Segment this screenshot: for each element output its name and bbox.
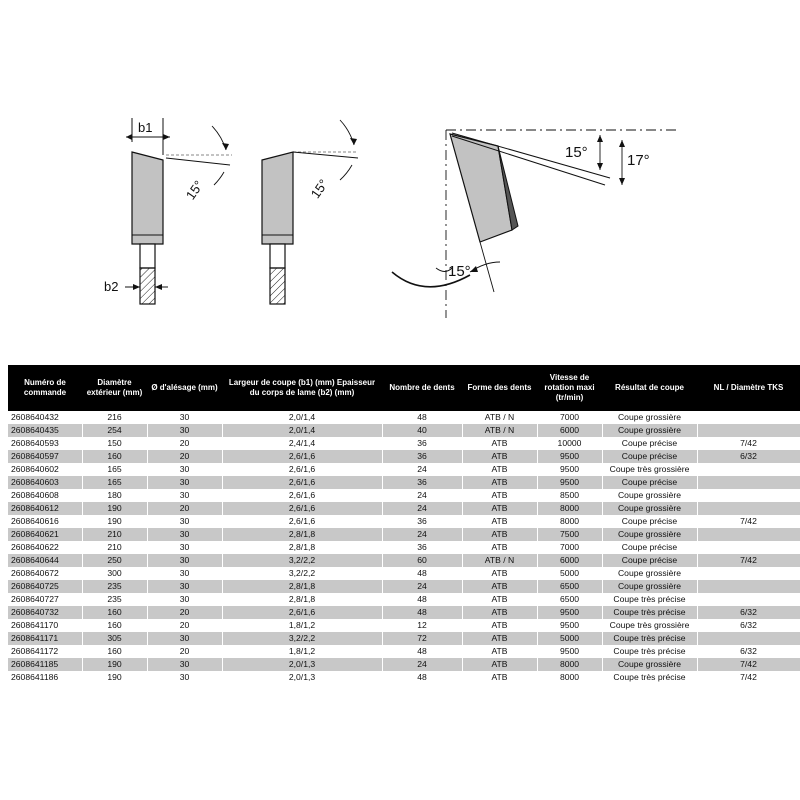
cell-tooth-shape: ATB — [462, 619, 537, 632]
cell-teeth-count: 48 — [382, 593, 462, 606]
cell-teeth-count: 24 — [382, 580, 462, 593]
cell-cut-result: Coupe très grossière — [602, 619, 697, 632]
cell-bore-diameter: 20 — [147, 450, 222, 463]
cell-tooth-shape: ATB — [462, 593, 537, 606]
cell-bore-diameter: 30 — [147, 580, 222, 593]
header-nl-diameter: NL / Diamètre TKS — [697, 365, 800, 411]
cell-outer-diameter: 160 — [82, 645, 147, 658]
cell-teeth-count: 72 — [382, 632, 462, 645]
cell-tooth-shape: ATB — [462, 437, 537, 450]
header-teeth-count: Nombre de dents — [382, 365, 462, 411]
cell-nl-diameter: 6/32 — [697, 606, 800, 619]
cell-max-speed: 9500 — [537, 450, 602, 463]
cell-order-number: 2608640612 — [8, 502, 82, 515]
cell-order-number: 2608641172 — [8, 645, 82, 658]
cell-cut-result: Coupe très grossière — [602, 463, 697, 476]
cell-tooth-shape: ATB — [462, 658, 537, 671]
table-row — [8, 528, 800, 541]
cell-outer-diameter: 210 — [82, 541, 147, 554]
cell-teeth-count: 24 — [382, 528, 462, 541]
cell-bore-diameter: 30 — [147, 567, 222, 580]
cell-outer-diameter: 300 — [82, 567, 147, 580]
cell-nl-diameter: 7/42 — [697, 658, 800, 671]
table-row — [8, 580, 800, 593]
table-header-row — [8, 365, 800, 411]
cell-outer-diameter: 165 — [82, 463, 147, 476]
header-bore-diameter: Ø d'alésage (mm) — [147, 365, 222, 411]
cell-cut-width: 2,6/1,6 — [222, 502, 382, 515]
cell-nl-diameter: 6/32 — [697, 450, 800, 463]
cell-cut-width: 2,8/1,8 — [222, 528, 382, 541]
table-row — [8, 645, 800, 658]
cell-outer-diameter: 180 — [82, 489, 147, 502]
cell-teeth-count: 24 — [382, 658, 462, 671]
cell-bore-diameter: 30 — [147, 632, 222, 645]
cell-nl-diameter — [697, 502, 800, 515]
cell-outer-diameter: 190 — [82, 515, 147, 528]
header-cut-width: Largeur de coupe (b1) (mm) Epaisseur du corps de lame (b2) (mm) — [222, 365, 382, 411]
cell-tooth-shape: ATB — [462, 489, 537, 502]
cell-cut-result: Coupe très précise — [602, 645, 697, 658]
cell-tooth-shape: ATB — [462, 580, 537, 593]
cell-cut-width: 2,6/1,6 — [222, 463, 382, 476]
cell-outer-diameter: 235 — [82, 580, 147, 593]
cell-tooth-shape: ATB — [462, 541, 537, 554]
cell-outer-diameter: 160 — [82, 619, 147, 632]
cell-bore-diameter: 30 — [147, 658, 222, 671]
cell-cut-result: Coupe très précise — [602, 606, 697, 619]
cell-outer-diameter: 250 — [82, 554, 147, 567]
cell-max-speed: 8000 — [537, 515, 602, 528]
angle-label-15-top: 15° — [565, 144, 588, 161]
cell-cut-width: 1,8/1,2 — [222, 619, 382, 632]
header-outer-diameter: Diamètre extérieur (mm) — [82, 365, 147, 411]
cell-cut-width: 2,8/1,8 — [222, 541, 382, 554]
cell-tooth-shape: ATB — [462, 645, 537, 658]
cell-cut-width: 2,6/1,6 — [222, 606, 382, 619]
cell-order-number: 2608640603 — [8, 476, 82, 489]
cell-outer-diameter: 160 — [82, 450, 147, 463]
tooth-side-view-right — [392, 130, 680, 318]
cell-tooth-shape: ATB — [462, 476, 537, 489]
cell-teeth-count: 48 — [382, 411, 462, 424]
label-b1: b1 — [138, 120, 153, 135]
cell-order-number: 2608640725 — [8, 580, 82, 593]
cell-teeth-count: 60 — [382, 554, 462, 567]
cell-cut-width: 2,0/1,3 — [222, 658, 382, 671]
cell-outer-diameter: 254 — [82, 424, 147, 437]
table-row — [8, 554, 800, 567]
cell-max-speed: 5000 — [537, 567, 602, 580]
cell-cut-width: 2,8/1,8 — [222, 593, 382, 606]
table-row — [8, 411, 800, 424]
angle-label-15-bottom: 15° — [448, 263, 471, 280]
cell-bore-diameter: 20 — [147, 645, 222, 658]
cell-teeth-count: 48 — [382, 671, 462, 684]
table-row — [8, 502, 800, 515]
cell-tooth-shape: ATB — [462, 502, 537, 515]
cell-max-speed: 9500 — [537, 619, 602, 632]
cell-cut-width: 2,6/1,6 — [222, 515, 382, 528]
cell-nl-diameter: 6/32 — [697, 645, 800, 658]
cell-bore-diameter: 30 — [147, 411, 222, 424]
cell-nl-diameter — [697, 489, 800, 502]
cell-max-speed: 6500 — [537, 580, 602, 593]
cell-cut-result: Coupe grossière — [602, 528, 697, 541]
cell-cut-width: 2,8/1,8 — [222, 580, 382, 593]
table-row — [8, 606, 800, 619]
cell-tooth-shape: ATB — [462, 606, 537, 619]
cell-order-number: 2608640622 — [8, 541, 82, 554]
table-row — [8, 424, 800, 437]
header-order-number: Numéro de commande — [8, 365, 82, 411]
cell-teeth-count: 36 — [382, 476, 462, 489]
cell-max-speed: 8000 — [537, 671, 602, 684]
cell-order-number: 2608640616 — [8, 515, 82, 528]
angle-label-middle: 15° — [307, 176, 332, 202]
tooth-front-view-middle — [262, 120, 358, 304]
cell-bore-diameter: 30 — [147, 593, 222, 606]
cell-nl-diameter — [697, 463, 800, 476]
saw-tooth-diagram — [0, 0, 800, 340]
cell-tooth-shape: ATB — [462, 463, 537, 476]
cell-max-speed: 9500 — [537, 476, 602, 489]
cell-nl-diameter: 7/42 — [697, 437, 800, 450]
table-row — [8, 450, 800, 463]
cell-max-speed: 9500 — [537, 463, 602, 476]
cell-cut-result: Coupe grossière — [602, 489, 697, 502]
cell-cut-width: 3,2/2,2 — [222, 554, 382, 567]
cell-order-number: 2608641171 — [8, 632, 82, 645]
cell-cut-result: Coupe précise — [602, 541, 697, 554]
cell-nl-diameter — [697, 424, 800, 437]
cell-cut-width: 2,6/1,6 — [222, 489, 382, 502]
cell-order-number: 2608640621 — [8, 528, 82, 541]
cell-bore-diameter: 20 — [147, 437, 222, 450]
cell-cut-result: Coupe précise — [602, 515, 697, 528]
cell-max-speed: 6000 — [537, 424, 602, 437]
cell-teeth-count: 48 — [382, 606, 462, 619]
cell-nl-diameter — [697, 580, 800, 593]
cell-nl-diameter: 7/42 — [697, 671, 800, 684]
cell-teeth-count: 24 — [382, 489, 462, 502]
table-row — [8, 541, 800, 554]
cell-bore-diameter: 30 — [147, 541, 222, 554]
cell-cut-result: Coupe grossière — [602, 502, 697, 515]
cell-outer-diameter: 160 — [82, 606, 147, 619]
cell-teeth-count: 48 — [382, 645, 462, 658]
cell-cut-result: Coupe très précise — [602, 671, 697, 684]
cell-bore-diameter: 30 — [147, 515, 222, 528]
table-body — [8, 411, 800, 684]
cell-order-number: 2608640432 — [8, 411, 82, 424]
cell-cut-width: 2,0/1,3 — [222, 671, 382, 684]
cell-outer-diameter: 210 — [82, 528, 147, 541]
table-row — [8, 476, 800, 489]
cell-bore-diameter: 30 — [147, 476, 222, 489]
cell-max-speed: 7000 — [537, 541, 602, 554]
cell-teeth-count: 36 — [382, 541, 462, 554]
cell-nl-diameter — [697, 567, 800, 580]
table-row — [8, 463, 800, 476]
header-tooth-shape: Forme des dents — [462, 365, 537, 411]
cell-cut-width: 2,4/1,4 — [222, 437, 382, 450]
cell-cut-result: Coupe grossière — [602, 580, 697, 593]
cell-max-speed: 7000 — [537, 411, 602, 424]
cell-teeth-count: 40 — [382, 424, 462, 437]
cell-cut-width: 2,6/1,6 — [222, 476, 382, 489]
cell-cut-width: 1,8/1,2 — [222, 645, 382, 658]
cell-cut-result: Coupe très précise — [602, 632, 697, 645]
cell-cut-width: 2,6/1,6 — [222, 450, 382, 463]
cell-bore-diameter: 30 — [147, 489, 222, 502]
table-row — [8, 437, 800, 450]
cell-bore-diameter: 20 — [147, 619, 222, 632]
label-b2: b2 — [104, 279, 119, 294]
cell-nl-diameter — [697, 541, 800, 554]
cell-cut-result: Coupe grossière — [602, 567, 697, 580]
cell-nl-diameter: 6/32 — [697, 619, 800, 632]
cell-cut-result: Coupe précise — [602, 437, 697, 450]
cell-order-number: 2608640593 — [8, 437, 82, 450]
cell-teeth-count: 36 — [382, 515, 462, 528]
cell-order-number: 2608640727 — [8, 593, 82, 606]
table-row — [8, 567, 800, 580]
cell-bore-diameter: 20 — [147, 502, 222, 515]
cell-max-speed: 7500 — [537, 528, 602, 541]
cell-order-number: 2608640435 — [8, 424, 82, 437]
cell-outer-diameter: 216 — [82, 411, 147, 424]
cell-bore-diameter: 30 — [147, 463, 222, 476]
cell-order-number: 2608640608 — [8, 489, 82, 502]
cell-nl-diameter: 7/42 — [697, 515, 800, 528]
angle-label-left: 15° — [182, 177, 207, 203]
cell-outer-diameter: 165 — [82, 476, 147, 489]
cell-tooth-shape: ATB / N — [462, 424, 537, 437]
cell-tooth-shape: ATB — [462, 450, 537, 463]
cell-outer-diameter: 235 — [82, 593, 147, 606]
cell-cut-width: 2,0/1,4 — [222, 424, 382, 437]
cell-nl-diameter: 7/42 — [697, 554, 800, 567]
cell-teeth-count: 36 — [382, 450, 462, 463]
cell-nl-diameter — [697, 593, 800, 606]
cell-nl-diameter — [697, 476, 800, 489]
cell-bore-diameter: 30 — [147, 554, 222, 567]
cell-outer-diameter: 150 — [82, 437, 147, 450]
header-max-speed: Vitesse de rotation maxi (tr/min) — [537, 365, 602, 411]
cell-max-speed: 8000 — [537, 502, 602, 515]
cell-tooth-shape: ATB — [462, 528, 537, 541]
product-table-container — [8, 365, 800, 684]
cell-tooth-shape: ATB — [462, 515, 537, 528]
cell-outer-diameter: 190 — [82, 658, 147, 671]
cell-cut-result: Coupe très précise — [602, 593, 697, 606]
cell-max-speed: 9500 — [537, 645, 602, 658]
cell-cut-result: Coupe précise — [602, 554, 697, 567]
table-row — [8, 515, 800, 528]
table-row — [8, 671, 800, 684]
cell-order-number: 2608641185 — [8, 658, 82, 671]
cell-teeth-count: 36 — [382, 437, 462, 450]
cell-tooth-shape: ATB — [462, 671, 537, 684]
cell-max-speed: 8000 — [537, 658, 602, 671]
tooth-front-view-left — [104, 118, 232, 304]
cell-nl-diameter — [697, 632, 800, 645]
product-table — [8, 365, 800, 684]
cell-nl-diameter — [697, 411, 800, 424]
cell-cut-width: 3,2/2,2 — [222, 632, 382, 645]
cell-cut-result: Coupe grossière — [602, 658, 697, 671]
cell-max-speed: 6000 — [537, 554, 602, 567]
cell-tooth-shape: ATB / N — [462, 411, 537, 424]
cell-max-speed: 9500 — [537, 606, 602, 619]
cell-outer-diameter: 190 — [82, 671, 147, 684]
cell-teeth-count: 48 — [382, 567, 462, 580]
cell-order-number: 2608640644 — [8, 554, 82, 567]
table-row — [8, 593, 800, 606]
cell-cut-result: Coupe grossière — [602, 424, 697, 437]
cell-order-number: 2608641170 — [8, 619, 82, 632]
cell-order-number: 2608640597 — [8, 450, 82, 463]
cell-bore-diameter: 30 — [147, 424, 222, 437]
cell-outer-diameter: 305 — [82, 632, 147, 645]
cell-bore-diameter: 30 — [147, 528, 222, 541]
cell-max-speed: 6500 — [537, 593, 602, 606]
angle-label-17: 17° — [627, 152, 650, 169]
cell-order-number: 2608640602 — [8, 463, 82, 476]
cell-cut-result: Coupe précise — [602, 450, 697, 463]
cell-bore-diameter: 20 — [147, 606, 222, 619]
cell-max-speed: 5000 — [537, 632, 602, 645]
cell-tooth-shape: ATB — [462, 567, 537, 580]
table-row — [8, 658, 800, 671]
table-row — [8, 489, 800, 502]
table-row — [8, 619, 800, 632]
cell-order-number: 2608640672 — [8, 567, 82, 580]
cell-tooth-shape: ATB / N — [462, 554, 537, 567]
cell-cut-width: 3,2/2,2 — [222, 567, 382, 580]
cell-teeth-count: 12 — [382, 619, 462, 632]
cell-teeth-count: 24 — [382, 463, 462, 476]
cell-order-number: 2608640732 — [8, 606, 82, 619]
cell-max-speed: 8500 — [537, 489, 602, 502]
cell-tooth-shape: ATB — [462, 632, 537, 645]
cell-max-speed: 10000 — [537, 437, 602, 450]
cell-cut-width: 2,0/1,4 — [222, 411, 382, 424]
header-cut-result: Résultat de coupe — [602, 365, 697, 411]
cell-cut-result: Coupe grossière — [602, 411, 697, 424]
cell-order-number: 2608641186 — [8, 671, 82, 684]
cell-outer-diameter: 190 — [82, 502, 147, 515]
cell-teeth-count: 24 — [382, 502, 462, 515]
cell-nl-diameter — [697, 528, 800, 541]
table-row — [8, 632, 800, 645]
cell-bore-diameter: 30 — [147, 671, 222, 684]
cell-cut-result: Coupe précise — [602, 476, 697, 489]
